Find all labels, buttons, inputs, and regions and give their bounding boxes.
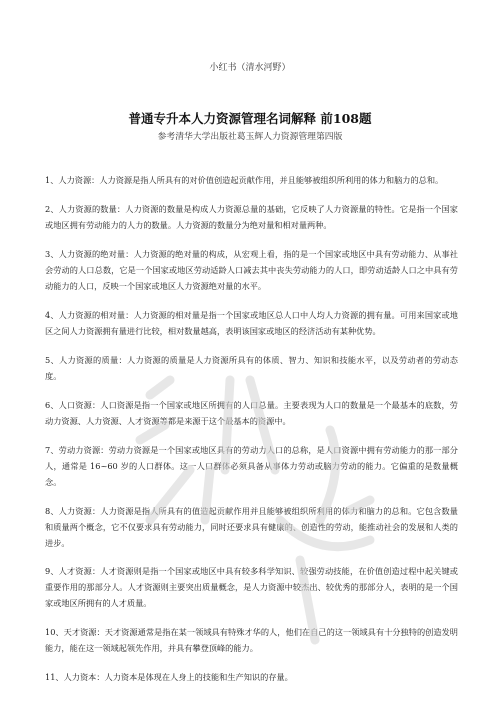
term-list <box>45 172 458 685</box>
term-entry-1: 1、人力资源：人力资源是指人所具有的对价值创造起贡献作用，并且能够被组织所利用的体力和脑力的总和。 <box>45 175 444 185</box>
term-entry-9: 9、人才资源：人才资源则是指一个国家或地区中具有较多科学知识、较强劳动技能，在价值创造过程中起关键或重要作用的那部分人。人才资源则主要突出质量概念，是人力资源中较杰出、较优秀的那部分人，表明的是一个国家或地区所拥有的人才质量。 <box>45 566 458 608</box>
term-entry-7: 7、劳动力资源：劳动力资源是一个国家或地区具有的劳动力人口的总称，是人口资源中拥有劳动能力的那一部分人，通常是 16~60 岁的人口群体。这一人口群体必须具备从事体力劳动或脑力劳动的能力。它偏重的是数量概念。 <box>45 445 458 487</box>
document-subtitle: 参考清华大学出版社葛玉辉人力资源管理第四版 <box>157 132 343 142</box>
term-entry-5: 5、人力资源的质量：人力资源的质量是人力资源所具有的体质、智力、知识和技能水平，以及劳动者的劳动态度。 <box>45 355 458 381</box>
term-entry-2: 2、人力资源的数量：人力资源的数量是构成人力资源总量的基础，它反映了人力资源量的特性。它是指一个国家或地区拥有劳动能力的人力的数量。人力资源的数量分为绝对量和相对量两种。 <box>45 204 458 230</box>
document-title: 普通专升本人力资源管理名词解释 前108题 <box>128 111 372 126</box>
term-entry-11: 11、人力资本：人力资本是体现在人身上的技能和生产知识的存量。 <box>45 672 293 682</box>
source-header: 小红书（清水河野） <box>209 63 291 73</box>
term-entry-8: 8、人力资源：人力资源是指人所具有的值造起贡献作用并且能够被组织所利用的体力和脑力的总和。它包含数量和质量两个概念，它不仅要求具有劳动能力，同时还要求具有健康的、创造性的劳动，能推动社会的发展和人类的进步。 <box>45 506 458 548</box>
term-entry-10: 10、天才资源：天才资源通常是指在某一领域具有特殊才华的人，他们在自己的这一领域具有十分独特的创造发明能力，能在这一领域起领先作用，并具有攀登顶峰的能力。 <box>45 627 458 653</box>
term-entry-6: 6、人口资源：人口资源是指一个国家或地区所拥有的人口总量。主要表现为人口的数量是一个最基本的底数，劳动力资源、人力资源、人才资源等都是来源于这个最基本的资源中。 <box>45 400 458 426</box>
term-entry-3: 3、人力资源的绝对量：人力资源的绝对量的构成，从宏观上看，指的是一个国家或地区中具有劳动能力、从事社会劳动的人口总数，它是一个国家或地区劳动适龄人口减去其中丧失劳动能力的人口，即劳动适龄人口之中具有劳动能力的人口，反映一个国家或地区人力资源绝对量的水平。 <box>45 249 458 291</box>
term-entry-4: 4、人力资源的相对量：人力资源的相对量是指一个国家或地区总人口中人均人力资源的拥有量。可用来国家或地区之间人力资源拥有量进行比较，相对数量越高，表明该国家或地区的经济活动有某种优势。 <box>45 310 458 336</box>
